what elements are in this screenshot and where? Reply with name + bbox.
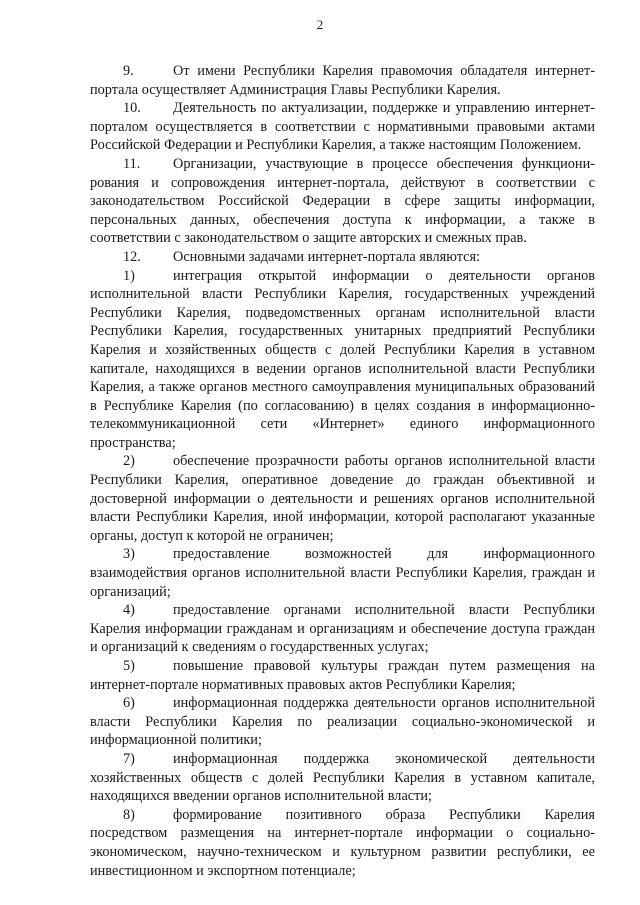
paragraph-10 xyxy=(90,99,595,155)
list-item-text: обеспечение прозрачности работы органов исполнительной власти Республики Карелия, оперативное доведение до граждан объективной и достоверной информации о деятельности и решениях органов исполнительной власти Республики Карелия, иной информации, которой располагают указанные органы, доступ к которой не ограничен; xyxy=(90,453,595,544)
list-item-number: 4) xyxy=(123,602,135,619)
document-body xyxy=(90,62,595,880)
list-item-number: 8) xyxy=(123,806,135,823)
paragraph-text: Основными задачами интернет-портала являются: xyxy=(173,248,481,265)
list-item-2 xyxy=(90,452,595,545)
paragraph-12 xyxy=(90,248,595,267)
list-item-number: 5) xyxy=(123,658,135,674)
paragraph-11 xyxy=(90,155,595,248)
list-item-number: 1) xyxy=(123,267,135,284)
list-item-text: информационная поддержка экономической деятельности хозяйственных обществ с долей Республики Карелия в уставном капитале, находящихся введении органов исполнительной власти; xyxy=(90,750,595,805)
paragraph-text: От имени Республики Карелия правомочия обладателя интернет-портала осуществляет Администрация Главы Республики Карелия. xyxy=(90,63,595,98)
list-item-text: предоставление возможностей для информационного взаимодействия органов исполнительной власти Республики Карелия, граждан и организаций; xyxy=(90,546,595,600)
paragraph-9 xyxy=(90,62,595,99)
paragraph-number: 12. xyxy=(123,248,141,265)
list-item-number: 3) xyxy=(123,546,135,563)
list-item-number: 2) xyxy=(123,453,135,470)
list-item-4 xyxy=(90,601,595,657)
list-item-text: предоставление органами исполнительной власти Республики Карелия информации гражданам и организациям и обеспечение доступа граждан и организаций к сведениям о государственных услугах; xyxy=(90,602,595,656)
paragraph-number: 10. xyxy=(123,100,141,117)
list-item-6 xyxy=(90,694,595,750)
paragraph-number: 9. xyxy=(123,63,134,79)
page-number: 2 xyxy=(316,17,324,32)
list-item-5 xyxy=(90,657,595,694)
list-item-8 xyxy=(90,806,595,880)
list-item-text: формирование позитивного образа Республики Карелия посредством размещения на интернет-портале информации о социально-экономическом, научно-техническом и культурном развитии республики, ее инвестиционном и экспортном потенциале; xyxy=(90,806,595,879)
list-item-number: 6) xyxy=(123,695,135,712)
list-item-text: информационная поддержка деятельности органов исполнительной власти Республики Карелия по реализации социально-экономической и информационной политики; xyxy=(90,695,595,749)
list-item-text: повышение правовой культуры граждан путем размещения на интернет-портале нормативных правовых актов Республики Карелия; xyxy=(90,658,595,693)
list-item-1 xyxy=(90,267,595,453)
paragraph-text: Деятельность по актуализации, поддержке и управлению интернет-порталом осуществляется в соответствии с нормативными правовыми актами Российской Федерации и Республики Карелия, а также настоящим Положением. xyxy=(90,100,595,154)
paragraph-text: Организации, участвующие в процессе обеспечения функциони-рования и сопровождения интернет-портала, действуют в соответствии с законодательством Российской Федерации в сфере защиты информации, персональных данных, обеспечения доступа к информации, а также в соответствии с законодательством о защите авторских и смежных прав. xyxy=(90,155,595,247)
paragraph-number: 11. xyxy=(123,155,141,172)
list-item-number: 7) xyxy=(123,750,135,767)
list-item-3 xyxy=(90,545,595,601)
list-item-7 xyxy=(90,750,595,806)
list-item-text: интеграция открытой информации о деятельности органов исполнительной власти Республики Карелия, государственных учреждений Республики Карелия, подведомственных органам исполнительной власти Республики Карелия, государственных унитарных предприятий Республики Карелия и хозяйственных обществ с долей Республики Карелия в уставном капитале, находящихся в ведении органов исполнительной власти Республики Карелия, а также органов местного самоуправления муниципальных образований в Республике Карелия (по согласованию) в целях создания в информационно-телекоммуникационной сети «Интернет» единого информационного пространства; xyxy=(90,267,595,451)
